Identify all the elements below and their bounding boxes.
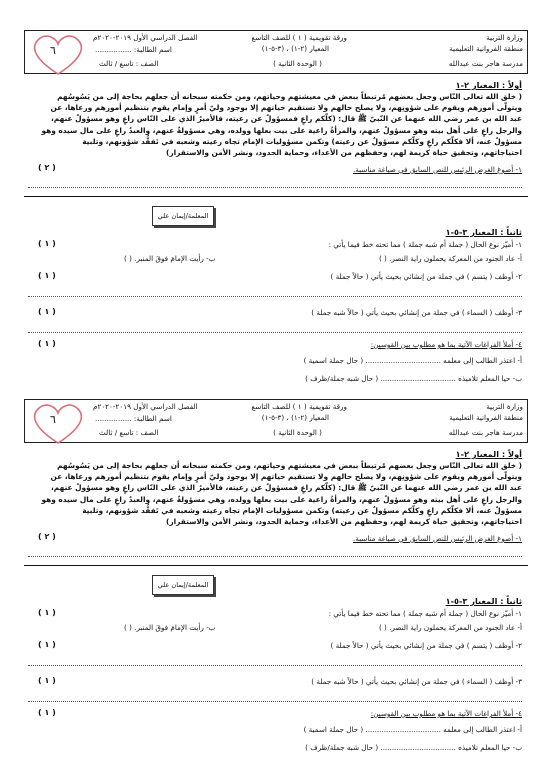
teacher-box: المعلمة/إيمان علي bbox=[152, 575, 214, 595]
standard: المعيار (٢-١) ، (٣-٥-١) bbox=[261, 44, 329, 53]
answer-line[interactable] bbox=[28, 701, 522, 702]
student-name: اسم الطالبة: ................ bbox=[95, 45, 172, 54]
answer-line[interactable] bbox=[28, 187, 522, 188]
ministry: وزارة التربية bbox=[486, 402, 523, 411]
s2-q4a: أ- اعتذر الطالب إلى معلمه ................................. ( حال جملة اسمية ) bbox=[303, 725, 522, 734]
school: مدرسة هاجر بنت عبدالله bbox=[448, 428, 523, 437]
s2-q4a: أ- اعتذر الطالب إلى معلمه ................................. ( حال جملة اسمية ) bbox=[303, 356, 522, 365]
answer-line[interactable] bbox=[28, 296, 522, 297]
worksheet-bottom bbox=[24, 399, 528, 767]
region: منطقة الفروانية التعليمية bbox=[449, 413, 523, 422]
score-heart-icon bbox=[30, 401, 86, 447]
grade: الصف : تاسع / ثالث bbox=[99, 59, 159, 68]
school: مدرسة هاجر بنت عبدالله bbox=[448, 59, 523, 68]
paper-title: ورقة تقويمية ( ١ ) للصف التاسع bbox=[251, 402, 347, 411]
term: الفصل الدراسي الأول ٢٠١٩-٢٠٢٠م bbox=[93, 33, 198, 42]
s2-q2: ٢- أوظف ( يتسم ) في جملة من إنشائي بحيث يأتي ( حالاً جملة ) bbox=[330, 641, 522, 650]
s1-q1: ١- أصوغ الغرض الرئيس للنص السابق في صياغة مناسبة. bbox=[352, 534, 522, 543]
divider bbox=[24, 196, 528, 197]
term: الفصل الدراسي الأول ٢٠١٩-٢٠٢٠م bbox=[93, 402, 198, 411]
s2-q1a: أ- عاد الجنود من المعركة يحملون راية النصر. ( ) bbox=[378, 254, 522, 263]
s2-q3: ٣- أوظف ( السماء ) في جملة من إنشائي بحيث يأتي ( حالاً شبه جملة ) bbox=[311, 308, 522, 317]
section2-title: ثانياً : المعيار ٣-٥-١ bbox=[445, 227, 522, 237]
header-box bbox=[24, 30, 528, 74]
answer-line[interactable] bbox=[28, 332, 522, 333]
s2-q2-mark: ( ١ ) bbox=[38, 271, 56, 280]
s1-q1-mark: ( ٢ ) bbox=[38, 532, 56, 541]
s2-q4-mark: ( ١ ) bbox=[38, 339, 56, 348]
s2-q2-mark: ( ١ ) bbox=[38, 640, 56, 649]
answer-line[interactable] bbox=[28, 665, 522, 666]
s2-q2: ٢- أوظف ( يتسم ) في جملة من إنشائي بحيث يأتي ( حالاً جملة ) bbox=[330, 272, 522, 281]
teacher-box: المعلمة/إيمان علي bbox=[152, 206, 214, 226]
answer-line[interactable] bbox=[28, 556, 522, 557]
score: ٦ bbox=[50, 413, 56, 426]
score-heart-icon bbox=[30, 32, 86, 78]
s2-q1: ١- أميّز نوع الحال ( جملة أم شبه جملة ) مما تحته خط فيما يأتي : bbox=[328, 609, 522, 618]
score: ٦ bbox=[50, 44, 56, 57]
s2-q3-mark: ( ١ ) bbox=[38, 676, 56, 685]
s2-q1-mark: ( ١ ) bbox=[38, 608, 56, 617]
s2-q1: ١- أميّز نوع الحال ( جملة أم شبه جملة ) مما تحته خط فيما يأتي : bbox=[328, 240, 522, 249]
s2-q1-mark: ( ١ ) bbox=[38, 239, 56, 248]
s2-q3-mark: ( ١ ) bbox=[38, 307, 56, 316]
standard: المعيار (٢-١) ، (٣-٥-١) bbox=[261, 413, 329, 422]
unit: ( الوحدة الثانية ) bbox=[273, 59, 322, 68]
section1-title: أولاً : المعيار ٢-١ bbox=[455, 449, 522, 459]
region: منطقة الفروانية التعليمية bbox=[449, 44, 523, 53]
grade: الصف : تاسع / ثالث bbox=[99, 428, 159, 437]
ministry: وزارة التربية bbox=[486, 33, 523, 42]
passage: ( خلق الله تعالى النّاس وجعل بعضهم مُرتبطاً ببعض في معيشتهم وحياتهم، ومن حكمته سبحانه أن جعلهم بحاجة إلى من يَسُوسُهم ويتولّى أمورهم ويقوم على شؤونِهم، ولا يصلح حالهم ولا تستقيم حياتهم إلا بوجود وليّ أمرٍ وإمام يقوم بتنظيم أمورهم ورعاها، عن عبد الله بن عمر رضي الله عنهما عن النّبيّ ﷺ قال: (كلّكم راعٍ فمسؤولٌ عن رعيته، فالأميرُ الذي على النّاس راعٍ وهو مسؤولٌ عنهم، والرجل راعٍ على أهل بيته وهو مسؤولٌ عنهم، والمرأةُ راعية على بيت بعلها وولده، وهي مسؤولةٌ عنهم، والعبدُ راعٍ على مال سيده وهو مسؤولٌ عنه، ألا فكلّكم راعٍ وكلّكم مسؤولٌ عن رعيته) وتكمن مسؤوليات الإمام تجاه رعيته وشعبه في تَفقُّد شؤونهم، وتلبية احتياجاتهم، وتحقيق حياة كريمة لهم، وحفظهم من الأعداء، وحماية الحدود، ونشر الأمن والاستقرار) bbox=[41, 92, 522, 158]
header-box bbox=[24, 399, 528, 443]
unit: ( الوحدة الثانية ) bbox=[273, 428, 322, 437]
passage: ( خلق الله تعالى النّاس وجعل بعضهم مُرتبطاً ببعض في معيشتهم وحياتهم، ومن حكمته سبحانه أن جعلهم بحاجة إلى من يَسُوسُهم ويتولّى أمورهم ويقوم على شؤونِهم، ولا يصلح حالهم ولا تستقيم حياتهم إلا بوجود وليّ أمرٍ وإمام يقوم بتنظيم أمورهم ورعاها، عن عبد الله بن عمر رضي الله عنهما عن النّبيّ ﷺ قال: (كلّكم راعٍ فمسؤولٌ عن رعيته، فالأميرُ الذي على النّاس راعٍ وهو مسؤولٌ عنهم، والرجل راعٍ على أهل بيته وهو مسؤولٌ عنهم، والمرأةُ راعية على بيت بعلها وولده، وهي مسؤولةٌ عنهم، والعبدُ راعٍ على مال سيده وهو مسؤولٌ عنه، ألا فكلّكم راعٍ وكلّكم مسؤولٌ عن رعيته) وتكمن مسؤوليات الإمام تجاه رعيته وشعبه في تَفقُّد شؤونهم، وتلبية احتياجاتهم، وتحقيق حياة كريمة لهم، وحفظهم من الأعداء، وحماية الحدود، ونشر الأمن والاستقرار) bbox=[41, 461, 522, 527]
divider bbox=[24, 565, 528, 566]
s1-q1-mark: ( ٢ ) bbox=[38, 163, 56, 172]
s1-q1: ١- أصوغ الغرض الرئيس للنص السابق في صياغة مناسبة. bbox=[352, 165, 522, 174]
worksheet-top bbox=[24, 30, 528, 398]
paper-title: ورقة تقويمية ( ١ ) للصف التاسع bbox=[251, 33, 347, 42]
s2-q1a: أ- عاد الجنود من المعركة يحملون راية النصر. ( ) bbox=[378, 623, 522, 632]
s2-q3: ٣- أوظف ( السماء ) في جملة من إنشائي بحيث يأتي ( حالاً شبه جملة ) bbox=[311, 677, 522, 686]
s2-q4b: ب- حيا المعلم تلاميذه ................................. ( حال شبه جملة/ظرف ) bbox=[305, 374, 522, 383]
section2-title: ثانياً : المعيار ٣-٥-١ bbox=[445, 596, 522, 606]
s2-q4b: ب- حيا المعلم تلاميذه ................................. ( حال شبه جملة/ظرف ) bbox=[305, 743, 522, 752]
s2-q1b: ب- رأيت الإمامَ فوقَ المنبر. ( ) bbox=[124, 623, 216, 632]
section1-title: أولاً : المعيار ٢-١ bbox=[455, 80, 522, 90]
s2-q1b: ب- رأيت الإمامَ فوقَ المنبر. ( ) bbox=[124, 254, 216, 263]
s2-q4-mark: ( ١ ) bbox=[38, 708, 56, 717]
student-name: اسم الطالبة: ................ bbox=[95, 414, 172, 423]
s2-q4: ٤- أملأ الفراغات الآتية بما هو مطلوب بين القوسين: bbox=[370, 340, 522, 349]
s2-q4: ٤- أملأ الفراغات الآتية بما هو مطلوب بين القوسين: bbox=[370, 709, 522, 718]
